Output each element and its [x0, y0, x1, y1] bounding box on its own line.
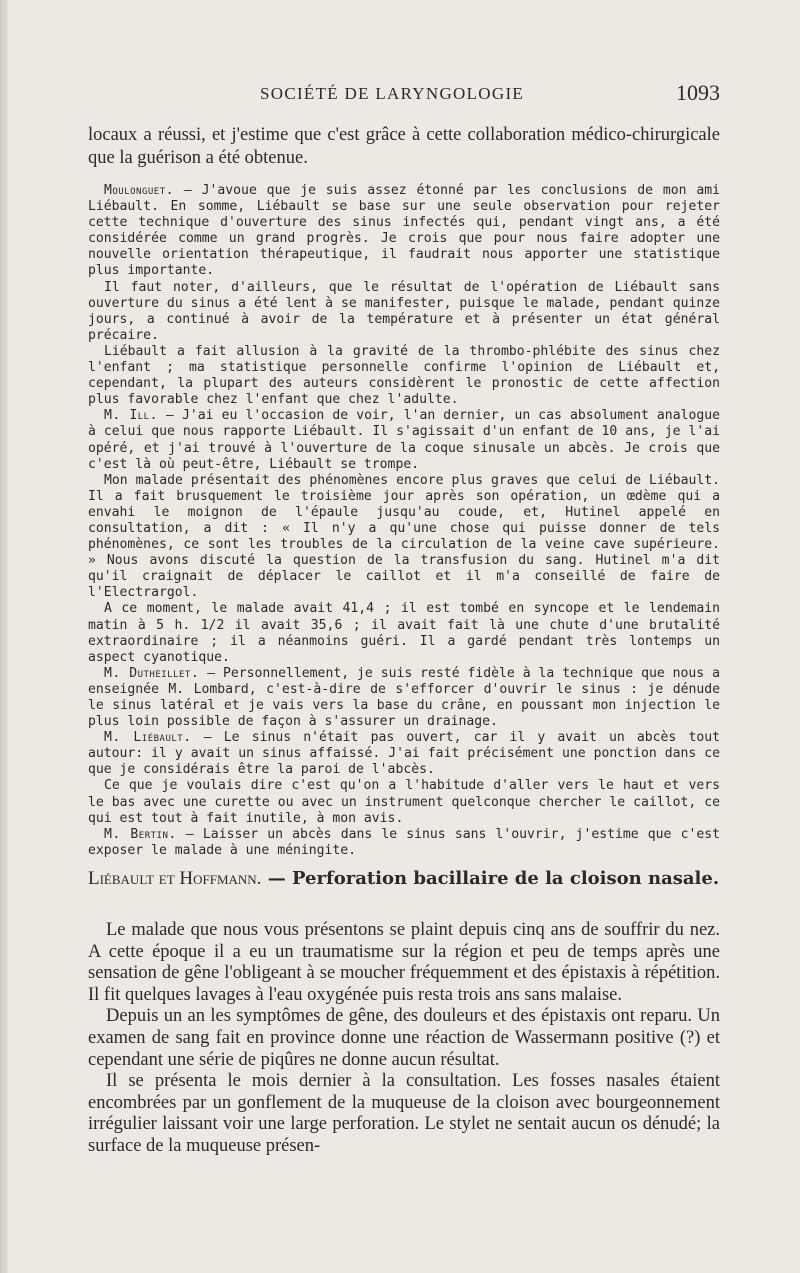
discussion-paragraph	[88, 344, 720, 408]
discussion-paragraph	[88, 730, 720, 778]
speaker-name: M. Bertin.	[104, 826, 177, 842]
running-title: SOCIÉTÉ DE LARYNGOLOGIE	[260, 84, 525, 103]
paragraph-text: A ce moment, le malade avait 41,4 ; il est tombé en syncope et le lendemain matin à 5 h. 1/2 il avait 35,6 ; il avait fait là une chute d'une brutalité extraordinaire ; il a néanmoins guéri. Il a gardé pendant très lontemps un aspect cyanotique.	[88, 601, 720, 665]
discussion-paragraph	[88, 601, 720, 665]
discussion-paragraph	[88, 408, 720, 472]
speaker-name: M. Liébault.	[104, 730, 192, 746]
paragraph-text: Liébault a fait allusion à la gravité de la thrombo-phlébite des sinus chez l'enfant ; ma statistique personnelle confirme l'opinion de Liébault et, cependant, la plupart des auteurs considèrent le pronostic de cette affection plus favorable chez l'enfant que chez l'adulte.	[88, 343, 720, 408]
paragraph-text: — Personnellement, je suis resté fidèle à la technique que nous a enseignée M. Lombard, c'est-à-dire de s'efforcer d'ouvrir le sinus : je dénude le sinus latéral et je vais vers la base du crâne, en poussant mon injection le plus loin possible de façon à s'assurer un drainage.	[88, 665, 720, 730]
discussion-paragraph	[88, 666, 720, 730]
article-authors: Liébault et Hoffmann.	[88, 868, 262, 889]
article-title: — Perforation bacillaire de la cloison nasale.	[261, 868, 720, 889]
intro-paragraph: locaux a réussi, et j'estime que c'est grâce à cette collaboration médico-chirurgicale que la guérison a été obtenue.	[88, 125, 720, 168]
paragraph-text: — Laisser un abcès dans le sinus sans l'ouvrir, j'estime que c'est exposer le malade à une méningite.	[88, 826, 720, 858]
running-header	[88, 82, 720, 112]
article-paragraph: Le malade que nous vous présentons se plaint depuis cinq ans de souffrir du nez. A cette époque il a eu un traumatisme sur la région et peu de temps après une sensation de gêne l'obligeant à se moucher fréquemment et des épistaxis à répétition. Il fit quelques lavages à l'eau oxygénée puis resta trois ans sans malaise.	[88, 920, 720, 1005]
paragraph-text: — Le sinus n'était pas ouvert, car il y avait un abcès tout autour: il y avait un sinus affaissé. J'ai fait précisément une ponction dans ce que je considérais être la paroi de l'abcès.	[88, 730, 720, 778]
paragraph-text: Mon malade présentait des phénomènes encore plus graves que celui de Liébault. Il a fait brusquement le troisième jour après son opération, un œdème qui a envahi le moignon de l'épaule jusqu'au coude, et, Hutinel appelé en consultation, a dit : « Il n'y a qu'une chose qui puisse donner de tels phénomènes, ce sont les troubles de la circulation de la veine cave supérieure. » Nous avons discuté la question de la transfusion du sang. Hutinel m'a dit qu'il craignait de déplacer le caillot et il m'a conseillé de faire de l'Electrargol.	[88, 472, 720, 601]
discussion-paragraph	[88, 473, 720, 602]
discussion-paragraph	[88, 778, 720, 826]
discussion-paragraph	[88, 183, 720, 280]
article-paragraph: Depuis un an les symptômes de gêne, des douleurs et des épistaxis ont reparu. Un examen de sang fait en province donne une réaction de Wassermann positive (?) et cependant une série de piqûres ne donne aucun résultat.	[88, 1006, 720, 1070]
speaker-name: Moulonguet.	[104, 183, 175, 198]
paragraph-text: Ce que je voulais dire c'est qu'on a l'habitude d'aller vers le haut et vers le bas avec une curette ou avec un instrument quelconque chercher le caillot, ce qui est tout à fait inutile, à mon avis.	[88, 778, 720, 826]
page-number: 1093	[676, 80, 720, 105]
speaker-name: M. Ill.	[104, 408, 158, 424]
article-heading	[88, 866, 720, 891]
article-body	[88, 920, 720, 1158]
paragraph-text: — J'avoue que je suis assez étonné par les conclusions de mon ami Liébault. En somme, Liébault se base sur une seule observation pour rejeter cette technique d'ouverture des sinus infectés qui, pendant vingt ans, a été considérée comme un grand progrès. Je crois que pour nous faire adopter une nouvelle orientation thérapeutique, il faudrait nous apporter une statistique plus importante.	[88, 183, 720, 279]
intro-paragraph-block	[88, 124, 720, 169]
article-paragraph: Il se présenta le mois dernier à la consultation. Les fosses nasales étaient encombrées par un gonflement de la muqueuse de la cloison avec bourgeonnement irrégulier laissant voir une large perforation. Le stylet ne sentait aucun os dénudé; la surface de la muqueuse présen-	[88, 1071, 720, 1156]
discussion-paragraph	[88, 827, 720, 859]
paragraph-text: Il faut noter, d'ailleurs, que le résultat de l'opération de Liébault sans ouverture du sinus a été lent à se manifester, puisque le malade, pendant quinze jours, a continué à avoir de la température et à présenter un état général précaire.	[88, 279, 720, 343]
discussion-paragraph	[88, 280, 720, 344]
discussion-block	[88, 183, 720, 859]
speaker-name: M. Dutheillet.	[104, 665, 200, 681]
paragraph-text: — J'ai eu l'occasion de voir, l'an dernier, un cas absolument analogue à celui que nous rapporte Liébault. Il s'agissait d'un enfant de 10 ans, je l'ai opéré, et j'ai trouvé à l'ouverture de la coque sinusale un abcès. Je crois que c'est là où peut-être, Liébault se trompe.	[88, 408, 720, 472]
